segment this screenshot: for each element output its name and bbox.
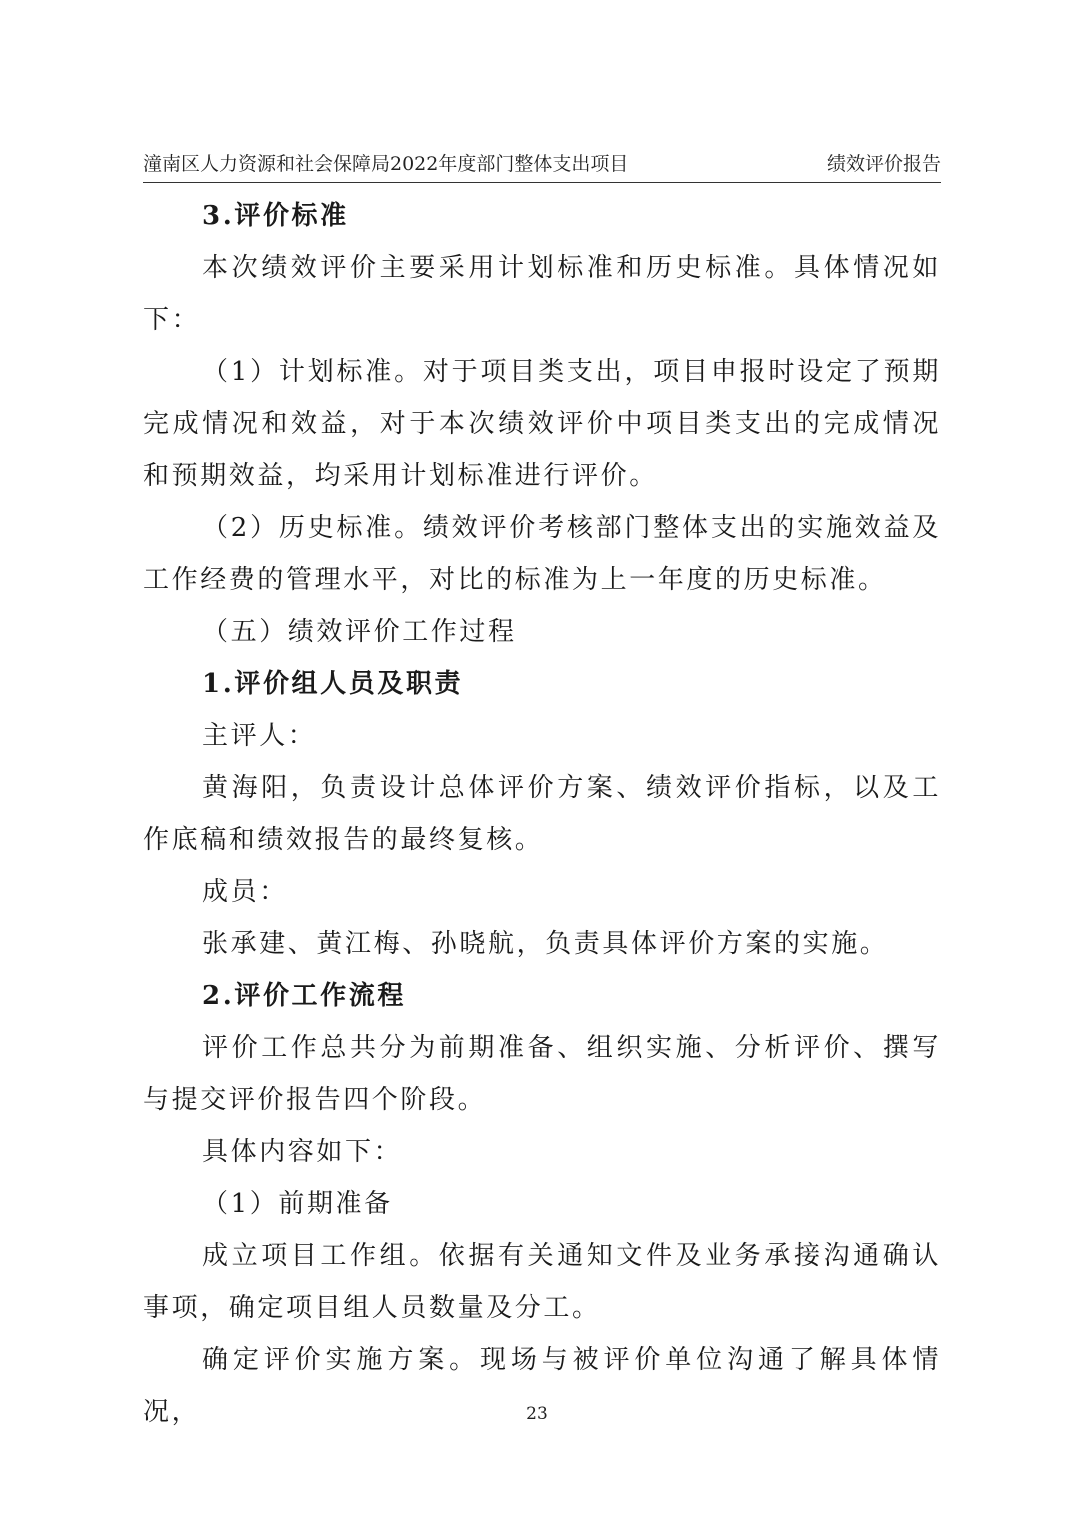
page-number: 23 [526,1404,548,1424]
section-heading-workflow: 2.评价工作流程 [202,981,406,1011]
section-heading-evaluation-standard: 3.评价标准 [202,201,349,231]
paragraph: 成立项目工作组。依据有关通知文件及业务承接沟通确认事项，确定项目组人员数量及分工。 [143,1241,941,1323]
paragraph: （1）前期准备 [202,1189,393,1219]
section-heading-team-roles: 1.评价组人员及职责 [202,669,464,699]
paragraph: （1）计划标准。对于项目类支出，项目申报时设定了预期完成情况和效益，对于本次绩效评价中项目类支出的完成情况和预期效益，均采用计划标准进行评价。 [143,357,941,491]
paragraph: 黄海阳，负责设计总体评价方案、绩效评价指标，以及工作底稿和绩效报告的最终复核。 [143,773,941,855]
paragraph: （2）历史标准。绩效评价考核部门整体支出的实施效益及工作经费的管理水平，对比的标准为上一年度的历史标准。 [143,513,941,595]
paragraph: 评价工作总共分为前期准备、组织实施、分析评价、撰写与提交评价报告四个阶段。 [143,1033,941,1115]
paragraph: 本次绩效评价主要采用计划标准和历史标准。具体情况如下： [143,253,941,335]
page-header [143,146,941,183]
paragraph: 具体内容如下： [202,1137,403,1167]
paragraph: 成员： [202,877,288,907]
paragraph: 张承建、黄江梅、孙晓航，负责具体评价方案的实施。 [202,929,889,959]
section-heading-work-process: （五）绩效评价工作过程 [202,617,517,647]
header-report-type: 绩效评价报告 [826,153,941,175]
paragraph: 主评人： [202,721,317,751]
paragraph: 确定评价实施方案。现场与被评价单位沟通了解具体情况， [143,1345,941,1427]
header-title: 潼南区人力资源和社会保障局2022年度部门整体支出项目 [143,153,629,175]
document-body [143,190,941,1438]
